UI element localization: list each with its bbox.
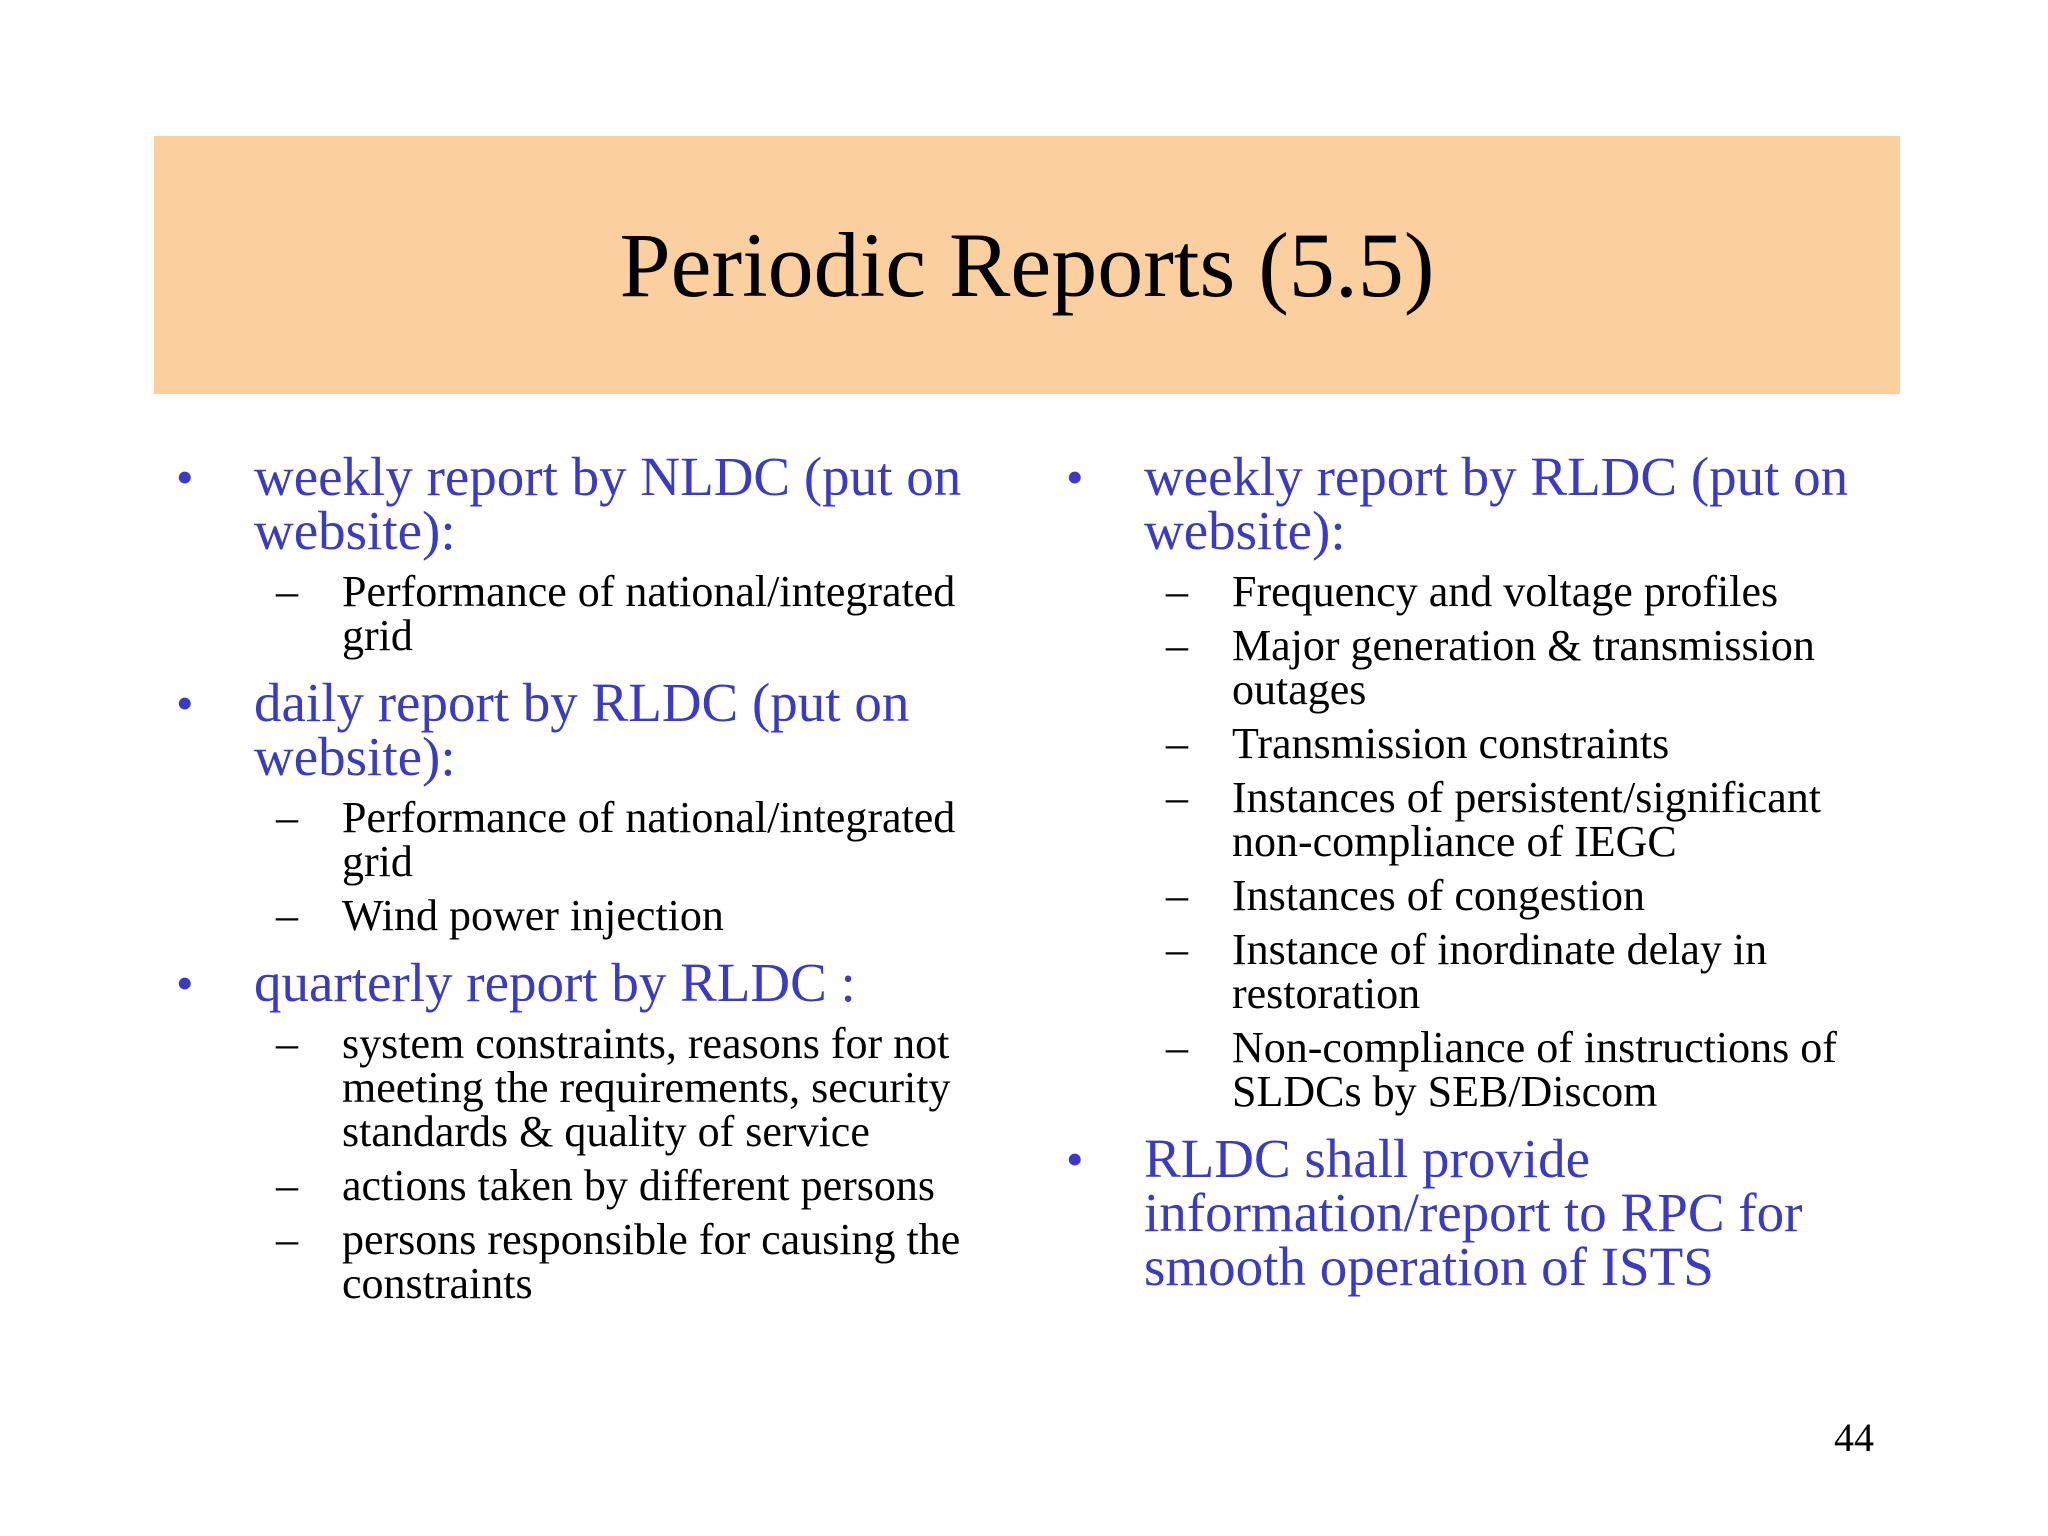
bullet-text: weekly report by NLDC (put on website):: [254, 446, 962, 561]
dash-icon: –: [1166, 925, 1188, 974]
dash-icon: –: [276, 567, 298, 616]
bullet-text: weekly report by RLDC (put on website):: [1144, 446, 1849, 561]
bullet-item: [1062, 446, 1902, 561]
sub-item-text: Frequency and voltage profiles: [1232, 567, 1779, 616]
dash-icon: –: [1166, 621, 1188, 670]
bullet-dot-icon: •: [176, 955, 194, 1011]
dash-icon: –: [276, 793, 298, 842]
sub-item-text: Major generation & transmission outages: [1232, 621, 1815, 714]
bullet-dot-icon: •: [176, 449, 194, 505]
dash-icon: –: [1166, 773, 1188, 822]
bullet-dot-icon: •: [1066, 449, 1084, 505]
sub-item: [1062, 773, 1902, 866]
sub-item: [1062, 925, 1902, 1018]
sub-item-text: Instances of congestion: [1232, 871, 1645, 920]
bullet-text: quarterly report by RLDC :: [254, 952, 856, 1013]
left-column: [172, 446, 1012, 1308]
sub-item-text: Instances of persistent/significant non-compliance of IEGC: [1232, 773, 1821, 866]
bullet-dot-icon: •: [1066, 1131, 1084, 1187]
dash-icon: –: [1166, 567, 1188, 616]
sub-item: [172, 567, 1012, 660]
sub-item-text: Wind power injection: [342, 891, 724, 940]
bullet-item: [172, 672, 1012, 787]
sub-item-text: Performance of national/integrated grid: [342, 793, 956, 886]
bullet-item: [172, 446, 1012, 561]
dash-icon: –: [276, 1161, 298, 1210]
dash-icon: –: [1166, 1023, 1188, 1072]
sub-item: [172, 793, 1012, 886]
slide-title: Periodic Reports (5.5): [619, 214, 1435, 316]
sub-item-text: actions taken by different persons: [342, 1161, 936, 1210]
page-number: 44: [1834, 1415, 1874, 1460]
sub-item-text: Transmission constraints: [1232, 719, 1670, 768]
dash-icon: –: [1166, 719, 1188, 768]
sub-item: [1062, 567, 1902, 616]
dash-icon: –: [276, 891, 298, 940]
sub-item-text: persons responsible for causing the constraints: [342, 1215, 961, 1308]
bullet-text: daily report by RLDC (put on website):: [254, 672, 910, 787]
sub-item: [1062, 621, 1902, 714]
sub-item: [1062, 1023, 1902, 1116]
sub-item: [172, 891, 1012, 940]
dash-icon: –: [276, 1215, 298, 1264]
sub-item-text: Performance of national/integrated grid: [342, 567, 956, 660]
title-band: [154, 136, 1900, 394]
bullet-text: RLDC shall provide information/report to RPC for smooth operation of ISTS: [1144, 1128, 1803, 1297]
sub-item: [1062, 719, 1902, 768]
dash-icon: –: [276, 1019, 298, 1068]
dash-icon: –: [1166, 871, 1188, 920]
sub-item-text: system constraints, reasons for not meeting the requirements, security standards & quality of service: [342, 1019, 951, 1156]
right-column: [1062, 446, 1902, 1297]
bullet-dot-icon: •: [176, 675, 194, 731]
sub-item-text: Non-compliance of instructions of SLDCs by SEB/Discom: [1232, 1023, 1837, 1116]
sub-item: [172, 1019, 1012, 1156]
sub-item: [1062, 871, 1902, 920]
sub-item-text: Instance of inordinate delay in restoration: [1232, 925, 1768, 1018]
bullet-item: [1062, 1128, 1902, 1297]
sub-item: [172, 1215, 1012, 1308]
sub-item: [172, 1161, 1012, 1210]
bullet-item: [172, 952, 1012, 1013]
